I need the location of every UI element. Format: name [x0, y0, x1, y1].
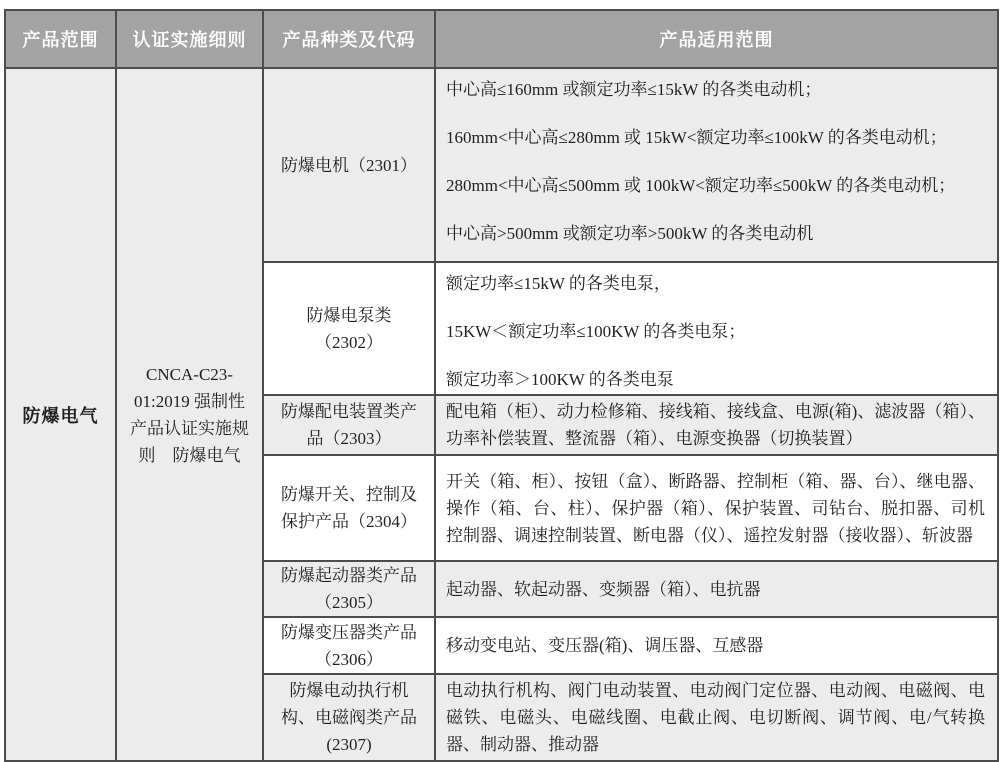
category-line: 防爆电动执行机 — [289, 681, 409, 700]
category-cell-2306 — [263, 617, 435, 674]
category-line: （2305） — [315, 593, 383, 612]
category-line: 构、电磁阀类产品 — [281, 708, 417, 727]
category-line: 防爆电机（2301） — [281, 155, 417, 175]
category-line: 保护产品（2304） — [281, 512, 417, 531]
header-col-applicable: 产品适用范围 — [435, 10, 998, 68]
category-cell-2305 — [263, 561, 435, 617]
scope-paragraph: 160mm<中心高≤280mm 或 15kW<额定功率≤100kW 的各类电动机； — [446, 128, 947, 147]
scope-cell-2302 — [435, 262, 998, 395]
scope-cell-2307: 电动执行机构、阀门电动装置、电动阀门定位器、电动阀、电磁阀、电磁铁、电磁头、电磁线圈、电截止阀、电切断阀、调节阀、电/气转换器、制动器、推动器 — [435, 674, 998, 761]
scope-paragraph: 中心高≤160mm 或额定功率≤15kW 的各类电动机； — [446, 80, 822, 99]
header-col-rule: 认证实施细则 — [116, 10, 263, 68]
rule-line: 产品认证实施规 — [130, 418, 249, 438]
certification-table — [4, 9, 999, 762]
rule-line: 则 防爆电气 — [138, 445, 241, 465]
category-line: 防爆电泵类 — [306, 305, 392, 325]
category-line: 防爆变压器类产品 — [281, 622, 417, 642]
scope-cell-2303: 配电箱（柜）、动力检修箱、接线箱、接线盒、电源(箱)、滤波器（箱）、功率补偿装置、整流器（箱）、电源变换器（切换装置） — [435, 395, 998, 455]
category-cell-2304 — [263, 455, 435, 561]
category-line: 防爆起动器类产品 — [281, 566, 417, 585]
category-line: (2307) — [326, 735, 372, 754]
category-cell-2301 — [263, 68, 435, 262]
category-line: （2306） — [315, 649, 383, 669]
scope-cell-2301 — [435, 68, 998, 262]
scope-cell-2304: 开关（箱、柜）、按钮（盒）、断路器、控制柜（箱、器、台）、继电器、操作（箱、台、柱）、保护器（箱）、保护装置、司钻台、脱扣器、司机控制器、调速控制装置、断电器（仪）、遥控发射器（接收器）、斩波器 — [435, 455, 998, 561]
header-row — [5, 10, 998, 68]
scope-paragraph: 中心高>500mm 或额定功率>500kW 的各类电动机 — [446, 224, 814, 243]
rule-line: CNCA-C23- — [146, 364, 233, 384]
scope-cell-2305: 起动器、软起动器、变频器（箱）、电抗器 — [435, 561, 998, 617]
category-line: 品（2303） — [306, 429, 392, 448]
scope-cell-2306: 移动变电站、变压器(箱)、调压器、互感器 — [435, 617, 998, 674]
product-scope-cell: 防爆电气 — [5, 68, 116, 761]
header-col-product-scope: 产品范围 — [5, 10, 116, 68]
scope-paragraph: 额定功率≤15kW 的各类电泵， — [446, 274, 671, 293]
category-cell-2302 — [263, 262, 435, 395]
scope-paragraph: 额定功率＞100KW 的各类电泵 — [446, 370, 674, 389]
scope-paragraph: 280mm<中心高≤500mm 或 100kW<额定功率≤500kW 的各类电动机； — [446, 176, 956, 195]
rule-line: 01:2019 强制性 — [134, 391, 245, 411]
table-row-2301 — [5, 68, 998, 262]
header-col-category: 产品种类及代码 — [263, 10, 435, 68]
category-cell-2307 — [263, 674, 435, 761]
category-line: （2302） — [315, 332, 383, 352]
scope-paragraph: 15KW＜额定功率≤100KW 的各类电泵； — [446, 322, 746, 341]
rule-cell — [116, 68, 263, 761]
category-cell-2303 — [263, 395, 435, 455]
category-line: 防爆配电装置类产 — [281, 402, 417, 421]
category-line: 防爆开关、控制及 — [281, 485, 417, 504]
